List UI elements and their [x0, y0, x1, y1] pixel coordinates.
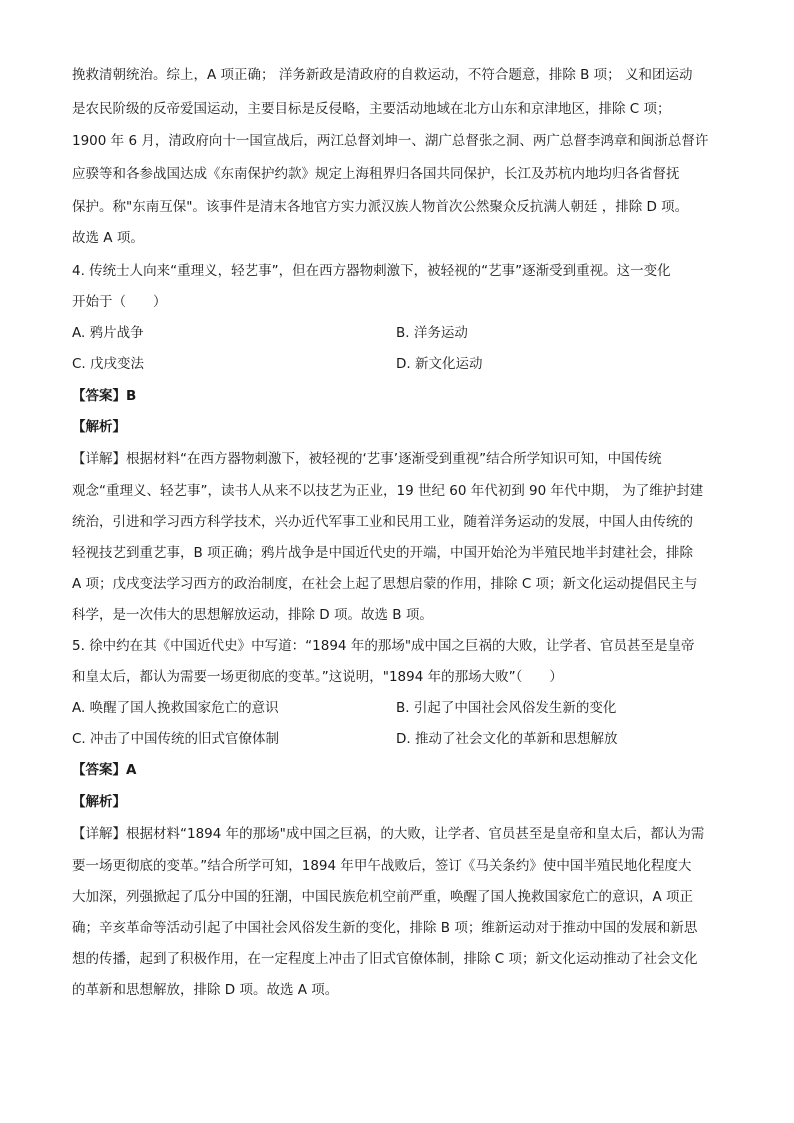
text-line: 应骙等和各参战国达成《东南保护约款》规定上海租界归各国共同保护，长江及苏杭内地均归各省督抚	[72, 166, 680, 182]
detail-line: 轻视技艺到重艺事，B 项正确；鸦片战争是中国近代史的开端，中国开始沦为半殖民地半封建社会，排除	[72, 545, 694, 561]
answer-label: 【答案】B	[72, 388, 137, 404]
detail-line: 观念“重理义、轻艺事”，读书人从来不以技艺为正业，19 世纪 60 年代初到 90 年代中期， 为了维护封建	[72, 483, 704, 499]
answer-label: 【答案】A	[72, 762, 137, 778]
option-d: D. 新文化运动	[396, 356, 483, 372]
text-line: 故选 A 项。	[72, 230, 144, 246]
analysis-label: 【解析】	[72, 419, 126, 435]
text-line: 是农民阶级的反帝爱国运动，主要目标是反侵略，主要活动地域在北方山东和京津地区，排除 C 项；	[72, 101, 671, 117]
option-a: A. 唤醒了国人挽救国家危亡的意识	[72, 700, 279, 716]
text-line: 1900 年 6 月，清政府向十一国宣战后，两江总督刘坤一、湖广总督张之洞、两广总督李鸿章和闽浙总督许	[72, 133, 709, 149]
question-stem: 4. 传统士人向来“重理义，轻艺事”，但在西方器物刺激下，被轻视的“艺事”逐渐受到重视。这一变化	[72, 263, 671, 279]
option-b: B. 引起了中国社会风俗发生新的变化	[396, 700, 617, 716]
detail-line: 的革新和思想解放，排除 D 项。故选 A 项。	[72, 982, 339, 998]
detail-line: 确；辛亥革命等活动引起了中国社会风俗发生新的变化，排除 B 项；维新运动对于推动中国的发展和新思	[72, 920, 698, 936]
option-c: C. 冲击了中国传统的旧式官僚体制	[72, 731, 280, 747]
detail-line: 【详解】根据材料“在西方器物刺激下，被轻视的‘艺事’逐渐受到重视”结合所学知识可知，中国传统	[72, 451, 662, 467]
option-b: B. 洋务运动	[396, 325, 468, 341]
question-stem: 开始于（ ）	[72, 294, 167, 310]
option-d: D. 推动了社会文化的革新和思想解放	[396, 731, 618, 747]
text-line: 挽救清朝统治。综上，A 项正确； 洋务新政是清政府的自救运动，不符合题意，排除 B 项； 义和团运动	[72, 67, 693, 83]
text-line: 保护。称"东南互保"。该事件是清末各地官方实力派汉族人物首次公然聚众反抗满人朝廷 ，排除 D 项。	[72, 199, 689, 215]
detail-line: 科学，是一次伟大的思想解放运动，排除 D 项。故选 B 项。	[72, 607, 433, 623]
question-stem: 和皇太后，都认为需要一场更彻底的变革。”这说明，"1894 年的那场大败”（ ）	[72, 669, 563, 685]
option-c: C. 戊戌变法	[72, 356, 145, 372]
detail-line: 要一场更彻底的变革。”结合所学可知，1894 年甲午战败后，签订《马关条约》使中国半殖民地化程度大	[72, 858, 692, 874]
analysis-label: 【解析】	[72, 794, 126, 810]
option-a: A. 鸦片战争	[72, 325, 144, 341]
detail-line: A 项；戊戌变法学习西方的政治制度，在社会上起了思想启蒙的作用，排除 C 项；新文化运动提倡民主与	[72, 576, 698, 592]
detail-line: 想的传播，起到了积极作用，在一定程度上冲击了旧式官僚体制，排除 C 项；新文化运动推动了社会文化	[72, 951, 698, 967]
detail-line: 大加深，列强掀起了瓜分中国的狂潮，中国民族危机空前严重，唤醒了国人挽救国家危亡的意识，A 项正	[72, 889, 694, 905]
detail-line: 【详解】根据材料“1894 年的那场"成中国之巨祸，的大败，让学者、官员甚至是皇帝和皇太后，都认为需	[72, 826, 705, 842]
detail-line: 统治，引进和学习西方科学技术，兴办近代军事工业和民用工业，随着洋务运动的发展，中国人由传统的	[72, 514, 693, 530]
question-stem: 5. 徐中约在其《中国近代史》中写道：“1894 年的那场"成中国之巨祸的大败，让学者、官员甚至是皇帝	[72, 638, 695, 654]
